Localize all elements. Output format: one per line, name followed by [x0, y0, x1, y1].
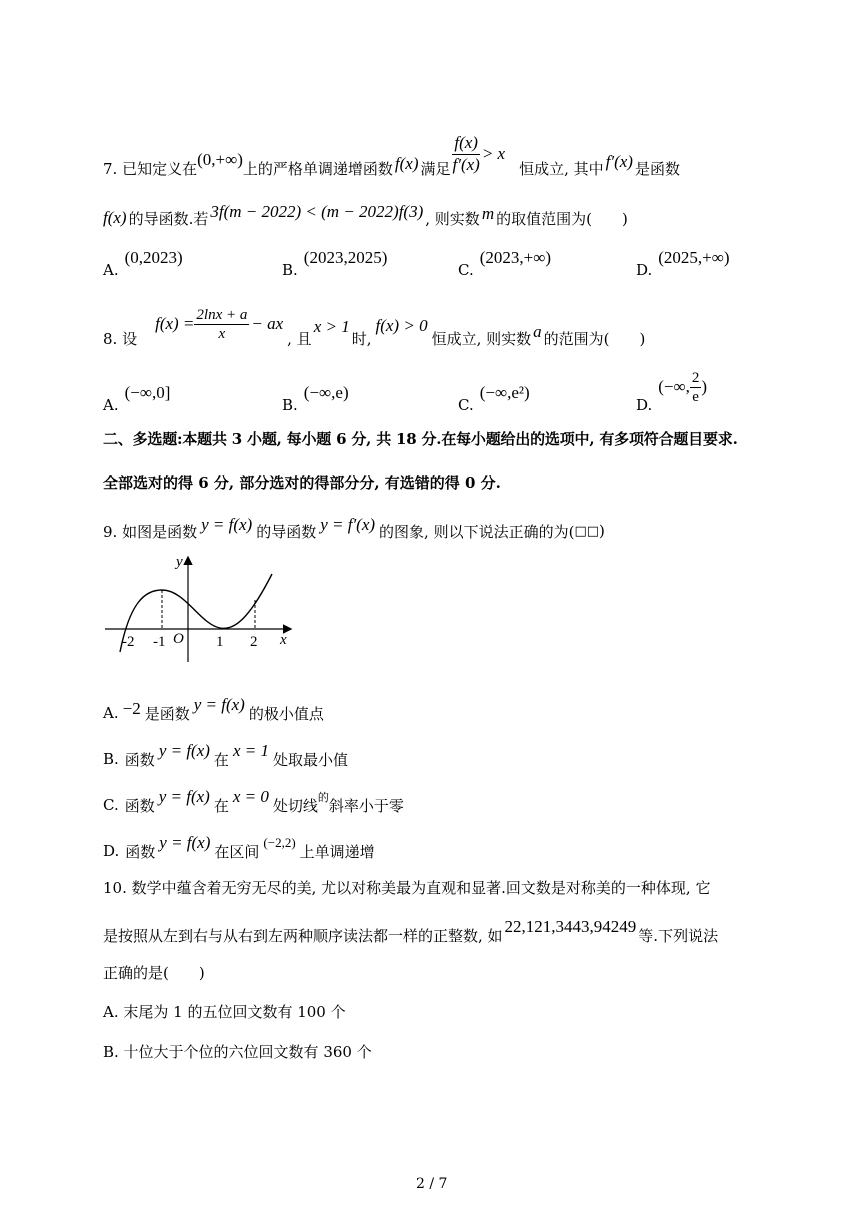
q9a-value: −2	[122, 699, 141, 718]
option-label: B.	[282, 261, 298, 279]
q9-line	[103, 510, 605, 544]
q9d-f: y = f(x)	[159, 833, 211, 852]
q9b-text1: 函数	[124, 750, 155, 769]
q7-text5: 的导函数.若	[128, 209, 209, 228]
q9-text2: 的图象, 则以下说法正确的为(	[379, 522, 575, 541]
q9-yfpx: y = f′(x)	[320, 515, 376, 534]
option-label: D.	[636, 396, 653, 414]
q7-gt-x: > x	[481, 144, 506, 163]
frac-num: 2	[691, 369, 700, 386]
q8-f-lhs: f(x) =	[155, 314, 195, 333]
q9-derivative-graph	[100, 552, 300, 667]
option-label: C.	[458, 261, 474, 279]
q10-line2	[103, 912, 718, 946]
section2-line2: 全部选对的得 6 分, 部分选对的得部分分, 有选错的得 0 分.	[103, 474, 501, 492]
option-label: B.	[103, 750, 119, 768]
q7-fpx: f′(x)	[605, 152, 633, 171]
tick-label: 2	[250, 634, 258, 650]
q9c-text2: 在	[213, 796, 229, 815]
q9d-text3: 上单调递增	[299, 842, 375, 861]
option-value: (−∞,e²)	[479, 383, 530, 402]
q7-line1	[103, 133, 680, 198]
option-label: B.	[282, 396, 298, 414]
q9c-cond: x = 0	[232, 787, 269, 806]
q9c-text3: 处切线	[272, 796, 318, 815]
q7-option-d[interactable]	[636, 245, 730, 279]
q8-fraction	[194, 306, 249, 343]
option-value-fraction	[690, 369, 702, 406]
option-value: (−∞,e)	[303, 383, 349, 402]
q8-cond: x > 1	[313, 317, 350, 336]
q9a-text2: 的极小值点	[248, 704, 324, 723]
q10-line2a: 是按照从左到右与从右到左两种顺序读法都一样的正整数, 如	[103, 926, 503, 945]
q9-option-b[interactable]	[103, 738, 348, 772]
q7-fx2: f(x)	[103, 208, 127, 227]
q8-ineq: f(x) > 0	[375, 316, 428, 335]
q7-domain: (0,+∞)	[197, 150, 243, 169]
q8-text3: 恒成立, 则实数	[431, 329, 532, 348]
option-label: A.	[103, 261, 119, 279]
q10-line3: 正确的是( )	[103, 964, 205, 982]
option-label: A.	[103, 704, 119, 722]
q9-option-c[interactable]	[103, 784, 404, 818]
q7-inequality: 3f(m − 2022) < (m − 2022)f(3)	[210, 202, 424, 221]
q7-frac-num: f(x)	[452, 133, 480, 154]
q10-line2b: 等.下列说法	[638, 926, 719, 945]
q7-option-c[interactable]	[458, 245, 551, 279]
q9a-f: y = f(x)	[193, 695, 245, 714]
q9-text3: )	[599, 522, 605, 540]
q9-yfx: y = f(x)	[201, 515, 253, 534]
q7-text3: 恒成立, 其中	[519, 159, 604, 178]
option-label: C.	[458, 396, 474, 414]
q7-line2	[103, 198, 628, 238]
option-value: (2023,2025)	[303, 248, 388, 267]
q9d-text2: 在区间	[214, 842, 260, 861]
y-axis-label: y	[176, 554, 183, 570]
q8-prefix: 8. 设	[103, 329, 138, 348]
option-label: C.	[103, 796, 119, 814]
q9-option-a[interactable]	[103, 692, 324, 726]
q9-text1: 的导函数	[256, 522, 317, 541]
q9c-text1: 函数	[124, 796, 155, 815]
q7-frac-den: f′(x)	[452, 154, 480, 174]
q9c-text4: 斜率小于零	[328, 796, 404, 815]
q8-option-b[interactable]	[282, 380, 349, 414]
q9b-f: y = f(x)	[158, 741, 210, 760]
option-value: (2023,+∞)	[479, 248, 551, 267]
option-value: (0,2023)	[124, 248, 183, 267]
option-value	[658, 369, 707, 406]
q9-prefix: 9. 如图是函数	[103, 522, 198, 541]
option-value-prefix: (−∞,	[658, 377, 690, 396]
q8-minus-ax: − ax	[251, 314, 284, 333]
q7-prefix: 7. 已知定义在	[103, 159, 198, 178]
q7-var-m: m	[481, 204, 495, 223]
q10-option-b[interactable]: B. 十位大于个位的六位回文数有 360 个	[103, 1043, 372, 1061]
q9b-text2: 在	[213, 750, 229, 769]
q9b-cond: x = 1	[232, 741, 269, 760]
q9c-superscript: 的	[317, 791, 329, 804]
frac-den: e	[692, 388, 699, 405]
q8-text4: 的范围为( )	[543, 329, 646, 348]
q10-examples: 22,121,3443,94249	[504, 917, 637, 936]
q7-text2: 满足	[420, 159, 451, 178]
q10-option-a[interactable]: A. 末尾为 1 的五位回文数有 100 个	[103, 1003, 346, 1021]
q7-fx: f(x)	[394, 154, 419, 173]
option-value: (−∞,0]	[124, 383, 171, 402]
q8-option-c[interactable]	[458, 380, 530, 414]
q7-text6: , 则实数	[425, 209, 480, 228]
tick-label: 1	[216, 634, 224, 650]
origin-label: O	[173, 631, 184, 647]
option-label: D.	[103, 842, 120, 860]
q8-var-a: a	[533, 322, 542, 341]
q9d-text1: 函数	[125, 842, 156, 861]
q8-option-a[interactable]	[103, 380, 170, 414]
q9b-text3: 处取最小值	[272, 750, 348, 769]
q8-option-d[interactable]	[636, 360, 707, 414]
q9-option-d[interactable]	[103, 830, 375, 864]
q7-text7: 的取值范围为( )	[496, 209, 628, 228]
x-axis-label: x	[280, 632, 287, 648]
q9a-text1: 是函数	[144, 704, 190, 723]
q10-line1: 10. 数学中蕴含着无穷无尽的美, 尤以对称美最为直观和显著.回文数是对称美的一种体现, 它	[103, 879, 711, 897]
option-value-suffix: )	[701, 377, 708, 396]
q7-option-b[interactable]	[282, 245, 387, 279]
q8-text2: 时,	[351, 329, 372, 348]
q9d-interval: (−2,2)	[263, 835, 296, 850]
q7-fraction	[451, 133, 482, 175]
q7-option-a[interactable]	[103, 245, 183, 279]
tick-label: -1	[153, 634, 166, 650]
q7-text1: 上的严格单调递增函数	[242, 159, 393, 178]
page-number: 2 / 7	[416, 1176, 448, 1192]
q9-boxes: □□	[574, 523, 600, 539]
q9c-f: y = f(x)	[158, 787, 210, 806]
q8-text1: , 且	[287, 329, 312, 348]
tick-label: -2	[122, 634, 135, 650]
option-value: (2025,+∞)	[658, 248, 730, 267]
section2-line1: 二、多选题:本题共 3 小题, 每小题 6 分, 共 18 分.在每小题给出的选项中, 有多项符合题目要求.	[103, 430, 738, 448]
option-label: D.	[636, 261, 653, 279]
q8-frac-num: 2lnx + a	[196, 306, 248, 323]
q8-line	[103, 298, 645, 358]
q8-frac-den: x	[218, 325, 226, 342]
q7-text4: 是函数	[634, 159, 680, 178]
option-label: A.	[103, 396, 119, 414]
